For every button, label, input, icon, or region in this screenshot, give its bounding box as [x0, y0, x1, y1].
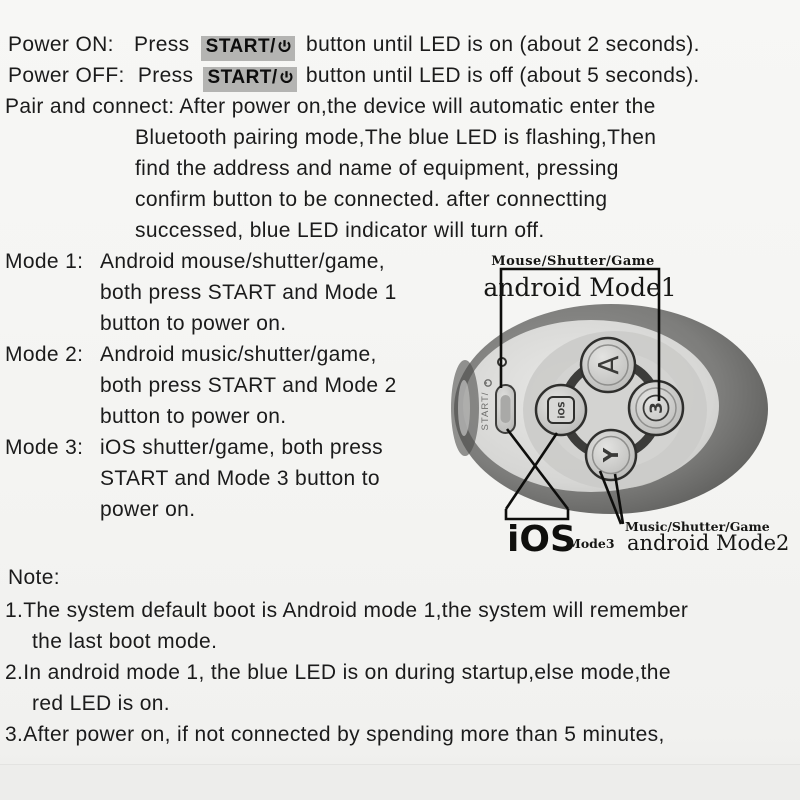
button-top: [581, 338, 635, 392]
label-mode3: Mode3: [567, 536, 615, 551]
power-on-line: [8, 33, 700, 61]
mode2-line-3: button to power on.: [100, 405, 287, 428]
power-off-press: Press: [137, 64, 194, 87]
start-power-badge: [201, 36, 295, 61]
mode1-line-2: both press START and Mode 1: [100, 281, 397, 304]
mode3-line-2: START and Mode 3 button to: [100, 467, 380, 490]
mode2-text: [100, 343, 397, 436]
start-button: [496, 385, 515, 433]
caption-music-shutter-game: Music/Shutter/Game: [625, 519, 770, 534]
button-left-glyph: iOS: [557, 401, 568, 419]
pair-line-3: confirm button to be connected. after connectting: [135, 188, 608, 211]
start-engraving: START/: [480, 391, 491, 431]
mode3-label: Mode 3:: [5, 436, 84, 459]
remote-diagram: [443, 243, 800, 560]
power-off-rest: button until LED is off (about 5 seconds).: [305, 64, 700, 87]
mode1-line-3: button to power on.: [100, 312, 287, 335]
note1-line1: 1.The system default boot is Android mode 1,the system will remember: [5, 599, 689, 622]
button-right-glyph: 3: [647, 402, 667, 414]
mode1-label: Mode 1:: [5, 250, 84, 273]
mode3-line-1: iOS shutter/game, both press: [100, 436, 383, 459]
power-off-label: Power OFF:: [8, 64, 125, 87]
button-bottom-mode2: [586, 430, 636, 480]
pair-line-2: find the address and name of equipment, pressing: [135, 157, 619, 180]
power-on-label: Power ON:: [8, 33, 114, 56]
start-badge-text: START/: [205, 36, 276, 57]
power-on-press: Press: [134, 33, 190, 56]
note2-line2: red LED is on.: [32, 692, 170, 715]
mode2-line-2: both press START and Mode 2: [100, 374, 397, 397]
note1-line2: the last boot mode.: [32, 630, 218, 653]
label-android-mode2: android Mode2: [627, 531, 790, 555]
mode1-line-1: Android mouse/shutter/game,: [100, 250, 385, 273]
power-off-line: [8, 64, 700, 92]
mode1-text: [100, 250, 397, 343]
button-bottom-glyph: Y: [599, 447, 623, 463]
power-icon: [277, 38, 292, 59]
label-android-mode1: android Mode1: [483, 273, 677, 302]
note3-line1: 3.After power on, if not connected by spending more than 5 minutes,: [5, 723, 665, 746]
remote-illustration: [443, 243, 800, 555]
label-ios: iOS: [507, 519, 576, 555]
start-badge-text-2: START/: [207, 67, 278, 88]
note2-line1: 2.In android mode 1, the blue LED is on during startup,else mode,the: [5, 661, 671, 684]
button-left-ios-mode3: [536, 385, 586, 435]
pair-intro: Pair and connect: After power on,the device will automatic enter the: [5, 95, 656, 118]
button-top-glyph: A: [592, 355, 625, 375]
mode2-label: Mode 2:: [5, 343, 84, 366]
mode3-line-3: power on.: [100, 498, 196, 521]
start-power-badge-2: [203, 67, 297, 92]
power-icon-2: [279, 69, 294, 90]
page-bottom-shadow: [0, 764, 800, 800]
caption-mouse-shutter-game: Mouse/Shutter/Game: [491, 254, 655, 269]
button-right-mode1: [629, 381, 683, 435]
mode3-text: [100, 436, 383, 529]
power-on-rest: button until LED is on (about 2 seconds).: [306, 33, 700, 56]
mode2-line-1: Android music/shutter/game,: [100, 343, 377, 366]
pair-line-1: Bluetooth pairing mode,The blue LED is flashing,Then: [135, 126, 657, 149]
pair-line-4: successed, blue LED indicator will turn off.: [135, 219, 545, 242]
note-title: Note:: [8, 566, 60, 589]
